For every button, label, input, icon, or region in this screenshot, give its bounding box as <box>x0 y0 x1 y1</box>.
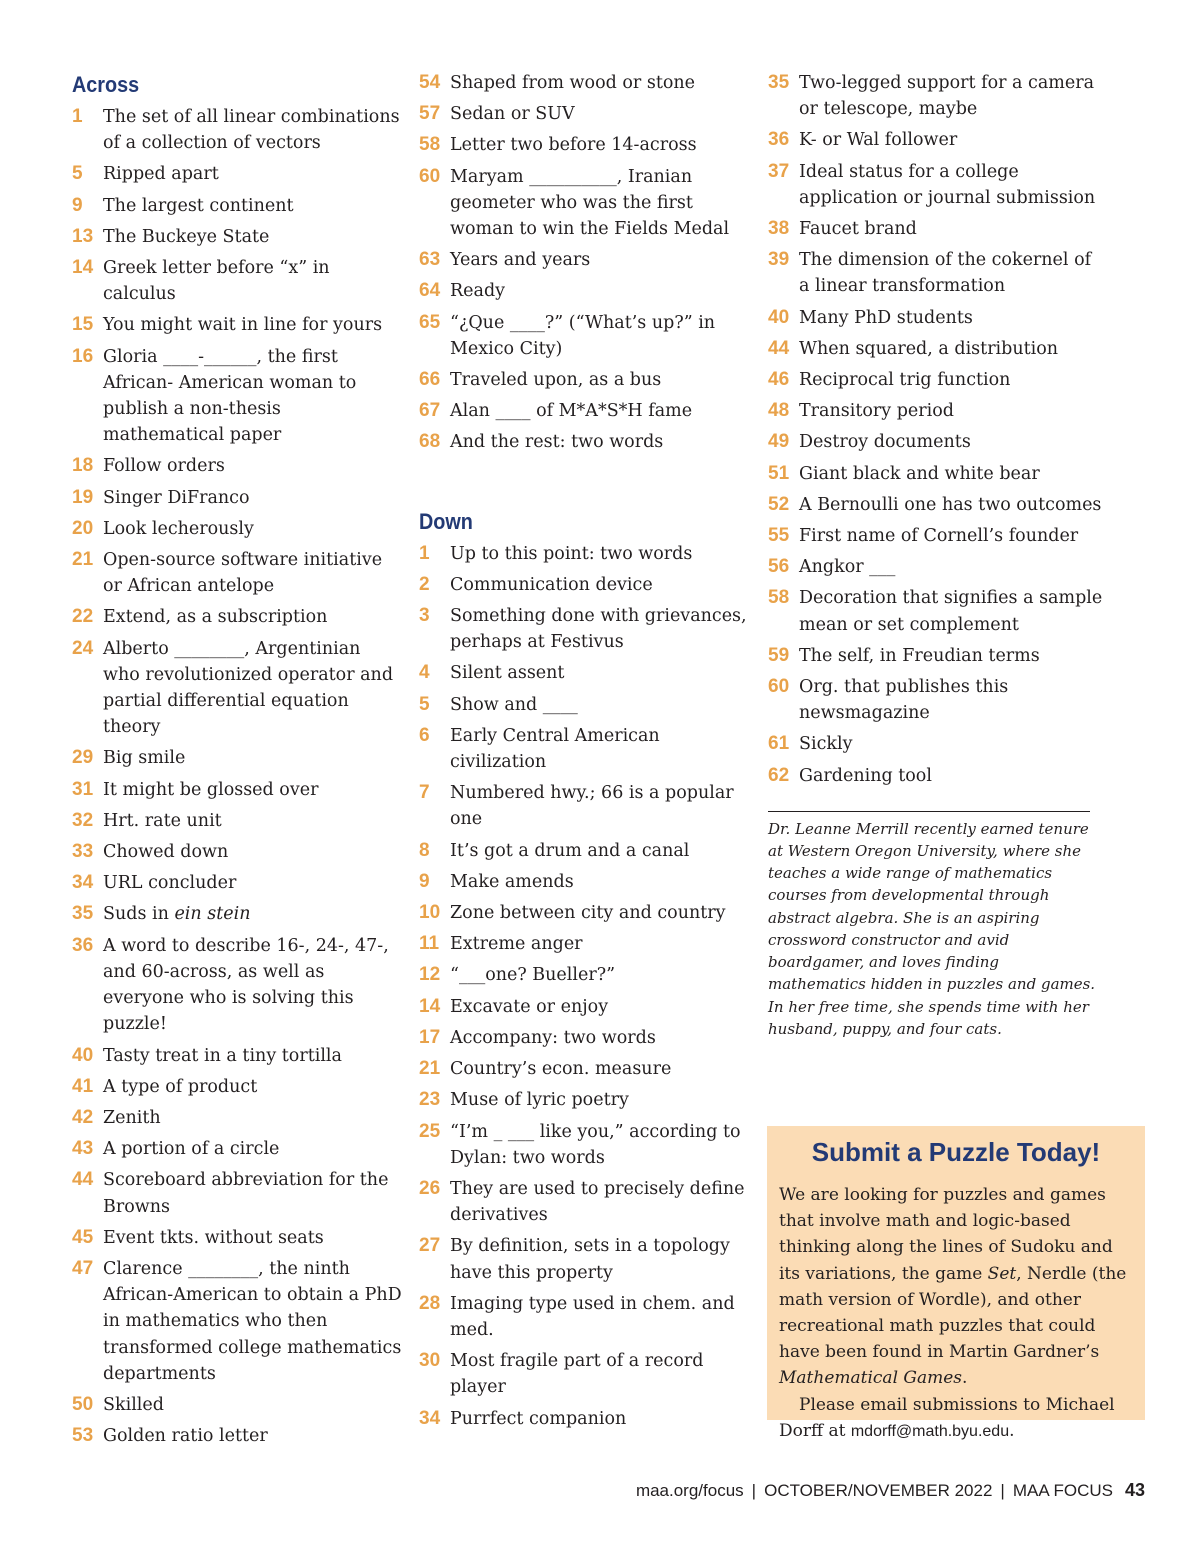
clue-text: Chowed down <box>103 842 229 863</box>
down-clue <box>419 1087 749 1113</box>
clue-number: 41 <box>72 1075 94 1097</box>
clue-number: 42 <box>72 1106 94 1128</box>
clue-number: 54 <box>419 72 441 93</box>
across-clue <box>72 453 402 479</box>
clue-number: 5 <box>72 163 83 185</box>
clue-number: 58 <box>768 587 790 609</box>
down-clue <box>419 838 749 864</box>
clue-text: Accompany: two words <box>450 1027 656 1048</box>
footer-publication: MAA FOCUS <box>1012 1481 1113 1500</box>
clue-text: Tasty treat in a tiny tortilla <box>103 1045 342 1066</box>
clue-text: Gardening tool <box>799 765 932 786</box>
clue-number: 51 <box>768 462 790 484</box>
clue-text: Faucet brand <box>799 219 917 240</box>
down-clue <box>419 869 749 895</box>
clue-number: 8 <box>419 839 430 861</box>
clue-number: 6 <box>419 724 430 746</box>
clue-text: Imaging type used in chem. and med. <box>450 1293 735 1340</box>
down-clue <box>419 572 749 598</box>
clue-number: 9 <box>72 194 83 216</box>
clue-number: 63 <box>419 249 441 271</box>
across-clue <box>72 224 402 250</box>
clue-number: 46 <box>768 369 790 391</box>
clue-text: Decoration that signifies a sample mean or set complement <box>799 588 1103 635</box>
submit-text: We are looking for puzzles and games that involve math and logic-based thinking along the lines of Sudoku and its variations, the game <box>779 1185 1113 1284</box>
across-clue <box>72 485 402 511</box>
clue-number: 58 <box>419 134 441 156</box>
down-clue <box>768 731 1103 757</box>
clue-text: The Buckeye State <box>103 226 270 247</box>
clue-number: 62 <box>768 764 790 786</box>
submit-text-set: Set <box>987 1263 1017 1284</box>
clue-text: Reciprocal trig function <box>799 370 1011 391</box>
clue-number: 38 <box>768 218 790 240</box>
across-clue <box>72 777 402 803</box>
down-clue <box>419 780 749 832</box>
clue-number: 33 <box>72 841 94 863</box>
across-column-1 <box>72 70 402 1454</box>
down-clue <box>419 931 749 957</box>
across-clue <box>419 367 749 393</box>
submit-paragraph-2 <box>779 1392 1133 1445</box>
down-clue <box>768 585 1103 637</box>
clue-text: Communication device <box>450 574 653 595</box>
clue-number: 43 <box>72 1138 94 1160</box>
clue-number: 66 <box>419 369 441 391</box>
clue-text: Ideal status for a college application or journal submission <box>799 161 1096 208</box>
clue-text: “I’m _ ___ like you,” according to Dylan: two words <box>450 1121 741 1168</box>
clue-number: 21 <box>72 549 94 571</box>
across-clue <box>419 247 749 273</box>
clue-text: And the rest: two words <box>450 432 664 453</box>
down-clue <box>768 70 1103 122</box>
clue-text: Country’s econ. measure <box>450 1059 672 1080</box>
down-clue <box>768 216 1103 242</box>
clue-number: 36 <box>72 934 94 956</box>
down-clue <box>419 541 749 567</box>
clue-number: 34 <box>419 1407 441 1429</box>
clue-text: Make amends <box>450 871 574 892</box>
clue-number: 39 <box>768 249 790 271</box>
bio-divider <box>768 811 1090 812</box>
clue-column-3 <box>768 70 1103 1040</box>
down-clue <box>419 603 749 655</box>
page-number: 43 <box>1124 1480 1145 1500</box>
down-clue <box>419 1119 749 1171</box>
clue-number: 49 <box>768 431 790 453</box>
down-clue <box>419 660 749 686</box>
across-clue <box>72 547 402 599</box>
clue-text: The set of all linear combinations of a collection of vectors <box>103 107 400 154</box>
across-clue <box>419 398 749 424</box>
down-clue <box>419 1056 749 1082</box>
clue-text: It’s got a drum and a canal <box>450 840 690 861</box>
clue-number: 24 <box>72 637 94 659</box>
clue-number: 17 <box>419 1026 441 1048</box>
clue-text: Letter two before 14-across <box>450 135 697 156</box>
across-clue <box>72 636 402 741</box>
down-clue <box>768 367 1103 393</box>
clue-number: 50 <box>72 1393 94 1415</box>
clue-number: 22 <box>72 606 94 628</box>
clue-text: Something done with grievances, perhaps at Festivus <box>450 606 747 653</box>
clue-number: 65 <box>419 311 441 333</box>
down-clue <box>768 398 1103 424</box>
down-clue <box>768 429 1103 455</box>
clue-text: Ready <box>450 281 506 302</box>
clue-number: 61 <box>768 733 790 755</box>
clue-text: “¿Que ____?” (“What’s up?” in Mexico City) <box>450 312 716 359</box>
clue-text: Golden ratio letter <box>103 1426 268 1447</box>
submit-text: . <box>1009 1420 1015 1441</box>
across-clue <box>419 164 749 243</box>
clue-text: It might be glossed over <box>103 779 319 800</box>
clue-number: 40 <box>768 306 790 328</box>
clue-number: 27 <box>419 1235 441 1257</box>
clue-text: Purrfect companion <box>450 1408 627 1429</box>
clue-number: 4 <box>419 662 430 684</box>
clue-text: Greek letter before “x” in calculus <box>103 258 330 305</box>
clue-text: The self, in Freudian terms <box>799 645 1040 666</box>
across-clue <box>72 1423 402 1449</box>
clue-text: They are used to precisely define derivatives <box>450 1178 745 1226</box>
clue-number: 67 <box>419 400 441 422</box>
clue-text: Muse of lyric poetry <box>450 1090 629 1111</box>
clue-number: 59 <box>768 644 790 666</box>
across-clue <box>72 1074 402 1100</box>
across-clue <box>72 604 402 630</box>
clue-number: 12 <box>419 964 441 986</box>
submit-text: Please email submissions to Michael Dorff at <box>779 1394 1115 1441</box>
across-clue <box>72 1105 402 1131</box>
down-clue <box>768 763 1103 789</box>
clue-text: Alan ____ of M*A*S*H fame <box>450 401 693 422</box>
down-clue <box>419 1233 749 1285</box>
down-clue <box>768 461 1103 487</box>
clue-number: 11 <box>419 933 440 955</box>
page-footer <box>636 1480 1145 1501</box>
submit-paragraph-1 <box>779 1182 1133 1392</box>
clue-number: 64 <box>419 280 441 302</box>
clue-text: By definition, sets in a topology have this property <box>450 1236 730 1283</box>
clue-text: Excavate or enjoy <box>450 996 609 1017</box>
across-clue <box>72 1043 402 1069</box>
across-clue <box>72 1136 402 1162</box>
clue-number: 18 <box>72 455 94 477</box>
submit-title: Submit a Puzzle Today! <box>811 1137 1101 1167</box>
across-clue <box>419 101 749 127</box>
clue-number: 28 <box>419 1292 441 1314</box>
across-clue <box>72 255 402 307</box>
clue-number: 36 <box>768 129 790 151</box>
clue-number: 44 <box>768 337 790 359</box>
clue-text: A Bernoulli one has two outcomes <box>799 494 1102 515</box>
clue-text: Zenith <box>103 1107 161 1128</box>
clue-text: Singer DiFranco <box>103 487 250 508</box>
clue-text: Early Central American civilization <box>450 725 660 773</box>
clue-text: Numbered hwy.; 66 is a popular one <box>450 783 734 830</box>
across-clue <box>72 870 402 896</box>
clue-text: The largest continent <box>103 195 294 216</box>
down-clue <box>419 692 749 718</box>
clue-text: Event tkts. without seats <box>103 1227 324 1248</box>
clue-number: 10 <box>419 902 441 924</box>
clue-text: Hrt. rate unit <box>103 810 222 831</box>
across-clue <box>72 808 402 834</box>
clue-number: 45 <box>72 1226 94 1248</box>
submit-text: . <box>962 1368 968 1389</box>
across-clue <box>72 839 402 865</box>
clue-number: 55 <box>768 525 790 547</box>
clue-text: URL concluder <box>103 873 237 894</box>
clue-text: A word to describe 16-, 24-, 47-, and 60-across, as well as everyone who is solving this puzzle! <box>103 935 389 1035</box>
clue-text: “___one? Bueller?” <box>450 965 616 986</box>
clue-number: 20 <box>72 517 94 539</box>
across-clue <box>72 933 402 1038</box>
author-bio: Dr. Leanne Merrill recently earned tenure at Western Oregon University, where she teaches a wide range of mathematics courses from developmental through abstract algebra. She is an aspiring crossword constructor and avid boardgamer, and loves finding mathematics hidden in puzzles and games. In her free time, she spends time with her husband, puppy, and four cats. <box>768 819 1096 1038</box>
footer-separator: | <box>751 1481 757 1500</box>
footer-site[interactable]: maa.org/focus <box>635 1481 744 1500</box>
clue-number: 52 <box>768 493 790 515</box>
clue-text: Sedan or SUV <box>450 104 575 125</box>
clue-text: Alberto ________, Argentinian who revolutionized operator and partial differential equation theory <box>103 638 394 738</box>
down-clue <box>768 674 1103 726</box>
clue-number: 14 <box>72 257 94 279</box>
clue-text: Shaped from wood or stone <box>450 73 696 93</box>
footer-separator: | <box>1000 1481 1005 1500</box>
clue-text: You might wait in line for yours <box>103 315 383 336</box>
clue-number: 47 <box>72 1257 94 1279</box>
clue-text: Ripped apart <box>103 164 219 185</box>
across-clue <box>72 1225 402 1251</box>
across-clue <box>419 429 749 455</box>
clue-number: 60 <box>419 165 441 187</box>
down-clue <box>419 1176 749 1228</box>
clue-text: Traveled upon, as a bus <box>450 370 662 391</box>
clue-number: 32 <box>72 809 94 831</box>
clue-text: Giant black and white bear <box>799 463 1040 484</box>
clue-text: Destroy documents <box>799 432 971 453</box>
clue-number: 30 <box>419 1350 441 1372</box>
clue-text: Transitory period <box>799 401 954 422</box>
clue-text: First name of Cornell’s founder <box>799 526 1079 547</box>
across-clue <box>72 901 402 927</box>
down-clue <box>419 1291 749 1343</box>
clue-text: Clarence ________, the ninth African-American to obtain a PhD in mathematics who then transformed college mathematics departments <box>103 1258 402 1384</box>
across-clue <box>419 278 749 304</box>
across-clue <box>72 312 402 338</box>
down-clue <box>768 554 1103 580</box>
clue-number: 60 <box>768 676 790 698</box>
clue-text: Two-legged support for a camera or telescope, maybe <box>799 73 1095 120</box>
clue-text: Many PhD students <box>799 307 973 328</box>
clue-text: Suds in ein stein <box>103 904 251 925</box>
down-clue <box>768 305 1103 331</box>
across-clue <box>72 1167 402 1219</box>
clue-number: 21 <box>419 1058 441 1080</box>
clue-text: Open-source software initiative or African antelope <box>103 550 383 597</box>
clue-text: Most fragile part of a record player <box>450 1351 704 1398</box>
clue-text: Look lecherously <box>103 518 254 539</box>
clue-text: A type of product <box>103 1076 258 1097</box>
down-clue <box>419 723 749 775</box>
clue-number: 40 <box>72 1044 94 1066</box>
clue-number: 44 <box>72 1169 94 1191</box>
clue-text: A portion of a circle <box>103 1139 280 1160</box>
clue-column-2 <box>419 70 749 1437</box>
across-clue <box>419 70 749 96</box>
clue-text: Years and years <box>450 250 591 271</box>
across-clue <box>72 1392 402 1418</box>
across-clue <box>72 1256 402 1387</box>
clue-number: 29 <box>72 747 94 769</box>
down-clue <box>419 962 749 988</box>
down-clue <box>419 900 749 926</box>
clue-text: Gloria ____-______, the first African- American woman to publish a non-thesis mathematical paper <box>103 346 357 446</box>
clue-number: 48 <box>768 400 790 422</box>
clue-number: 16 <box>72 345 94 367</box>
clue-number: 2 <box>419 573 430 595</box>
down-clue <box>768 523 1103 549</box>
clue-number: 1 <box>72 106 83 127</box>
clue-number: 35 <box>72 903 94 925</box>
clue-number: 23 <box>419 1089 441 1111</box>
down-clue <box>768 159 1103 211</box>
clue-number: 25 <box>419 1120 441 1142</box>
section-gap <box>419 461 749 507</box>
clue-number: 34 <box>72 872 94 894</box>
clue-text: Maryam __________, Iranian geometer who was the first woman to win the Fields Medal <box>450 166 730 240</box>
clue-text: Follow orders <box>103 456 225 477</box>
across-clue <box>72 104 402 156</box>
clue-text: Extend, as a subscription <box>103 607 328 628</box>
clue-number: 9 <box>419 870 430 892</box>
down-clue <box>768 643 1103 669</box>
submit-body <box>779 1182 1133 1445</box>
clue-number: 56 <box>768 556 790 578</box>
submit-text: , Nerdle (the math version of Wordle), and other recreational math puzzles that could have been found in Martin Gardner’s <box>779 1263 1127 1363</box>
down-clue <box>768 336 1103 362</box>
clue-number: 5 <box>419 693 430 715</box>
down-clue <box>768 127 1103 153</box>
clue-text: Zone between city and country <box>450 903 726 924</box>
clue-number: 31 <box>72 778 94 800</box>
footer-issue: OCTOBER/NOVEMBER 2022 <box>764 1481 993 1500</box>
across-clue <box>72 344 402 449</box>
down-heading: Down <box>419 508 473 534</box>
clue-number: 53 <box>72 1425 94 1447</box>
submit-puzzle-box <box>767 1126 1145 1441</box>
clue-number: 19 <box>72 486 94 508</box>
across-clue <box>419 132 749 158</box>
down-clue <box>419 1348 749 1400</box>
clue-number: 68 <box>419 431 441 453</box>
across-clue <box>419 310 749 362</box>
clue-text: Angkor ___ <box>799 557 896 578</box>
clue-text: Big smile <box>103 748 186 769</box>
down-clue <box>419 1406 749 1432</box>
down-clue <box>419 994 749 1020</box>
clue-number: 14 <box>419 995 441 1017</box>
clue-text: Skilled <box>103 1394 164 1415</box>
clue-number: 35 <box>768 72 790 93</box>
clue-text: K- or Wal follower <box>799 130 958 151</box>
clue-number: 3 <box>419 605 430 627</box>
clue-number: 15 <box>72 314 94 336</box>
clue-text: Sickly <box>799 734 853 755</box>
clue-text: Show and ____ <box>450 694 578 715</box>
clue-text: Silent assent <box>450 663 565 684</box>
across-heading: Across <box>72 72 140 97</box>
clue-number: 1 <box>419 542 430 564</box>
down-clue <box>768 492 1103 518</box>
clue-text: Scoreboard abbreviation for the Browns <box>103 1170 389 1217</box>
clue-number: 57 <box>419 103 441 125</box>
across-clue <box>72 745 402 771</box>
clue-text: Extreme anger <box>450 934 583 955</box>
down-clue <box>768 247 1103 299</box>
clue-number: 7 <box>419 782 430 804</box>
clue-text: Org. that publishes this newsmagazine <box>799 677 1009 724</box>
clue-number: 37 <box>768 160 790 182</box>
down-clue <box>419 1025 749 1051</box>
across-clue <box>72 516 402 542</box>
across-clue <box>72 161 402 187</box>
clue-number: 13 <box>72 225 94 247</box>
submit-email-link[interactable]: mdorff@math.byu.edu <box>850 1422 1010 1440</box>
clue-text: The dimension of the cokernel of a linear transformation <box>799 250 1092 297</box>
clue-text: Up to this point: two words <box>450 543 693 564</box>
clue-text: When squared, a distribution <box>799 338 1059 359</box>
across-clue <box>72 193 402 219</box>
submit-text-mathematical-games: Mathematical Games <box>779 1368 963 1389</box>
clue-number: 26 <box>419 1177 441 1199</box>
